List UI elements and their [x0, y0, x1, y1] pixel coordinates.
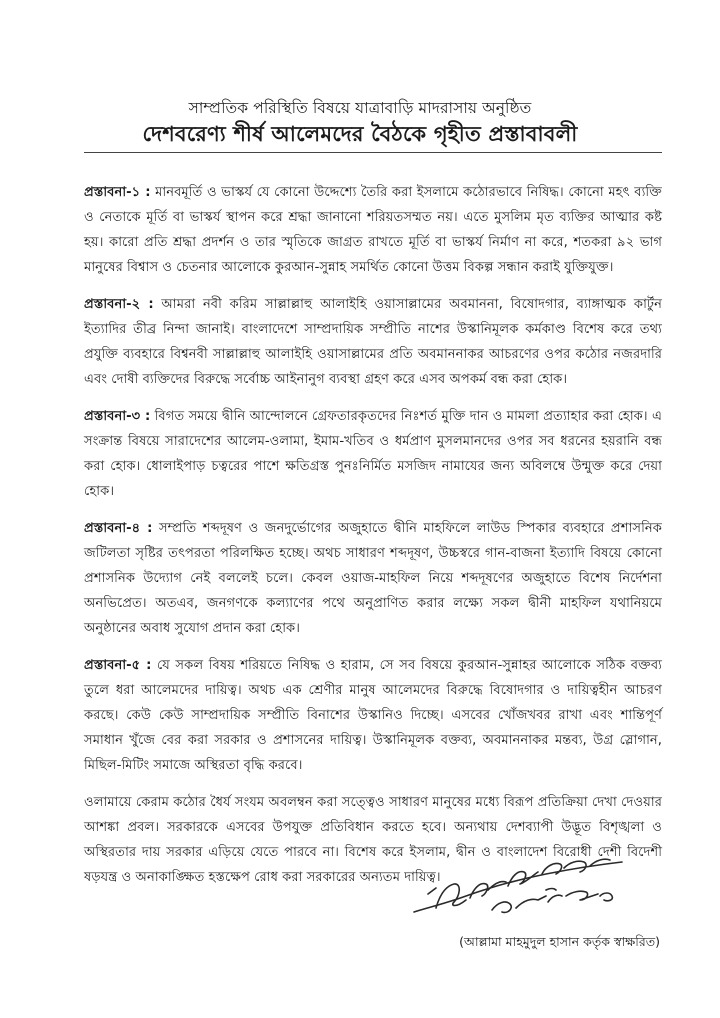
proposal-4: [84, 516, 662, 641]
document-subtitle: সাম্প্রতিক পরিস্থিতি বিষয়ে যাত্রাবাড়ি মাদরাসায় অনুষ্ঠিত: [188, 99, 532, 117]
proposal-text: বিগত সময়ে দ্বীনি আন্দোলনে গ্রেফতারকৃতদের নিঃশর্ত মুক্তি দান ও মামলা প্রত্যাহার করা হোক। এ সংক্রান্ত বিষয়ে সারাদেশের আলেম-ওলামা, ইমাম-খতিব ও ধর্মপ্রাণ মুসলমানদের ওপর সব ধরনের হয়রানি বন্ধ করা হোক। ধোলাইপাড় চত্বরের পাশে ক্ষতিগ্রস্ত পুনঃনির্মিত মসজিদ নামাযের জন্য অবিলম্বে উন্মুক্ত করে দেয়া হোক।: [84, 409, 662, 499]
signature-caption: (আল্লামা মাহমুদুল হাসান কর্তৃক স্বাক্ষরিত): [459, 934, 660, 949]
document-body: [84, 180, 662, 902]
closing-paragraph: ওলামায়ে কেরাম কঠোর ধৈর্য সংযম অবলম্বন করা সত্ত্বেও সাধারণ মানুষের মধ্যে বিরূপ প্রতিক্রিয়া দেখা দেওয়ার আশঙ্কা প্রবল। সরকারকে এসবের উপযুক্ত প্রতিবিধান করতে হবে। অন্যথায় দেশব্যাপী উদ্ভূত বিশৃঙ্খলা ও অস্থিরতার দায় সরকার এড়িয়ে যেতে পারবে না। বিশেষ করে ইসলাম, দ্বীন ও বাংলাদেশ বিরোধী দেশী বিদেশী ষড়যন্ত্র ও অনাকাঙ্ক্ষিত হস্তক্ষেপ রোধ করা সরকারের অন্যতম দায়িত্ব।: [84, 795, 662, 885]
proposal-text: মানবমূর্তি ও ভাস্কর্য যে কোনো উদ্দেশ্যে তৈরি করা ইসলামে কঠোরভাবে নিষিদ্ধ। কোনো মহৎ ব্যক্তি ও নেতাকে মূর্তি বা ভাস্কর্য স্থাপন করে শ্রদ্ধা জানানো শরিয়তসম্মত নয়। এতে মুসলিম মৃত ব্যক্তির আত্মার কষ্ট হয়। কারো প্রতি শ্রদ্ধা প্রদর্শন ও তার স্মৃতিকে জাগ্রত রাখতে মূর্তি বা ভাস্কর্য নির্মাণ না করে, শতকরা ৯২ ভাগ মানুষের বিশ্বাস ও চেতনার আলোকে কুরআন-সুন্নাহ সমর্থিত কোনো উত্তম বিকল্প সন্ধান করাই যুক্তিযুক্ত।: [84, 185, 662, 275]
proposal-text: সম্প্রতি শব্দদূষণ ও জনদুর্ভোগের অজুহাতে দ্বীনি মাহফিলে লাউড স্পিকার ব্যবহারে প্রশাসনিক জটিলতা সৃষ্টির তৎপরতা পরিলক্ষিত হচ্ছে। অথচ সাধারণ শব্দদূষণ, উচ্চস্বরে গান-বাজনা ইত্যাদি বিষয়ে কোনো প্রশাসনিক উদ্যোগ নেই বললেই চলে। কেবল ওয়াজ-মাহফিল নিয়ে শব্দদূষণের অজুহাতে বিশেষ নির্দেশনা অনভিপ্রেত। অতএব, জনগণকে কল্যাণের পথে অনুপ্রাণিত করার লক্ষ্যে সকল দ্বীনী মাহফিল যথানিয়মে অনুষ্ঠানের অবাধ সুযোগ প্রদান করা হোক।: [84, 521, 662, 636]
proposal-2: [84, 292, 662, 392]
proposal-label: প্রস্তাবনা-১ :: [84, 185, 151, 200]
proposal-text: আমরা নবী করিম সাল্লাল্লাহু আলাইহি ওয়াসাল্লামের অবমাননা, বিষোদগার, ব্যাঙ্গাত্মক কার্টুন ইত্যাদির তীব্র নিন্দা জানাই। বাংলাদেশে সাম্প্রদায়িক সম্প্রীতি নাশের উস্কানিমূলক কর্মকাণ্ড বিশেষ করে তথ্য প্রযুক্তি ব্যবহারে বিশ্বনবী সাল্লাল্লাহু আলাইহি ওয়াসাল্লামের প্রতি অবমাননাকর আচরণের ওপর কঠোর নজরদারি এবং দোষী ব্যক্তিদের বিরুদ্ধে সর্বোচ্চ আইনানুগ ব্যবস্থা গ্রহণ করে এসব অপকর্ম বন্ধ করা হোক।: [84, 297, 662, 387]
document-title: দেশবরেণ্য শীর্ষ আলেমদের বৈঠকে গৃহীত প্রস্তাবাবলী: [142, 122, 578, 146]
proposal-label: প্রস্তাবনা-২ :: [84, 297, 154, 312]
handwritten-signature: [396, 850, 636, 930]
proposal-label: প্রস্তাবনা-৪ :: [84, 521, 153, 536]
proposal-label: প্রস্তাবনা-৫ :: [84, 658, 152, 673]
proposal-label: প্রস্তাবনা-৩ :: [84, 409, 151, 424]
title-divider: [84, 152, 662, 153]
proposal-1: [84, 180, 662, 280]
proposal-5: [84, 653, 662, 778]
proposal-text: যে সকল বিষয় শরিয়তে নিষিদ্ধ ও হারাম, সে সব বিষয়ে কুরআন-সুন্নাহর আলোকে সঠিক বক্তব্য তুলে ধরা আলেমদের দায়িত্ব। অথচ এক শ্রেণীর মানুষ আলেমদের বিরুদ্ধে বিষোদগার ও দায়িত্বহীন আচরণ করছে। কেউ কেউ সাম্প্রদায়িক সম্প্রীতি বিনাশের উস্কানিও দিচ্ছে। এসবের খোঁজখবর রাখা এবং শান্তিপূর্ণ সমাধান খুঁজে বের করা সরকার ও প্রশাসনের দায়িত্ব। উস্কানিমূলক বক্তব্য, অবমাননাকর মন্তব্য, উগ্র স্লোগান, মিছিল-মিটিং সমাজে অস্থিরতা বৃদ্ধি করবে।: [84, 658, 663, 773]
proposal-3: [84, 404, 662, 504]
